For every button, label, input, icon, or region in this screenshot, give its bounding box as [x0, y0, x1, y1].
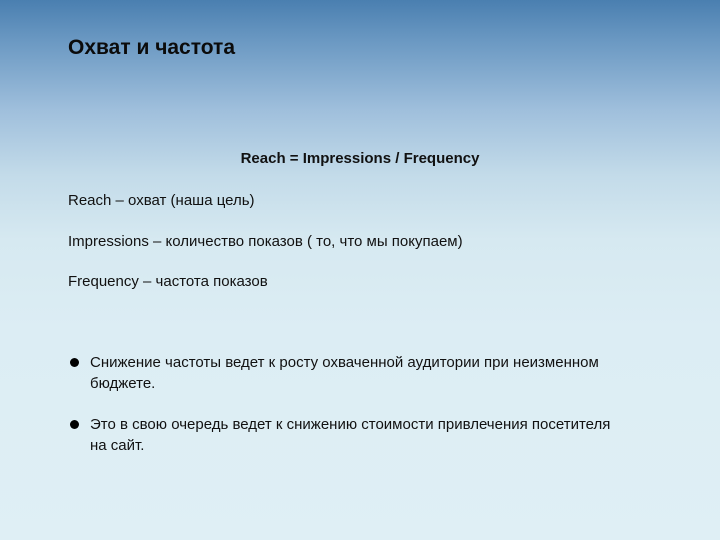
bullet-list — [68, 352, 628, 476]
definition-impressions: Impressions – количество показов ( то, что мы покупаем) — [68, 233, 463, 250]
bullet-item — [68, 414, 628, 456]
bullet-text: Снижение частоты ведет к росту охваченной аудитории при неизменном бюджете. — [90, 354, 599, 392]
bullet-dot-icon — [70, 420, 79, 429]
slide-title: Охват и частота — [68, 36, 236, 59]
definition-frequency: Frequency – частота показов — [68, 273, 268, 290]
reach-formula — [0, 150, 720, 167]
bullet-text: Это в свою очередь ведет к снижению стоимости привлечения посетителя на сайт. — [90, 416, 611, 454]
formula-text: Reach = Impressions / Frequency — [240, 150, 480, 167]
bullet-item — [68, 352, 628, 394]
definition-reach: Reach – охват (наша цель) — [68, 192, 255, 209]
bullet-dot-icon — [70, 358, 79, 367]
